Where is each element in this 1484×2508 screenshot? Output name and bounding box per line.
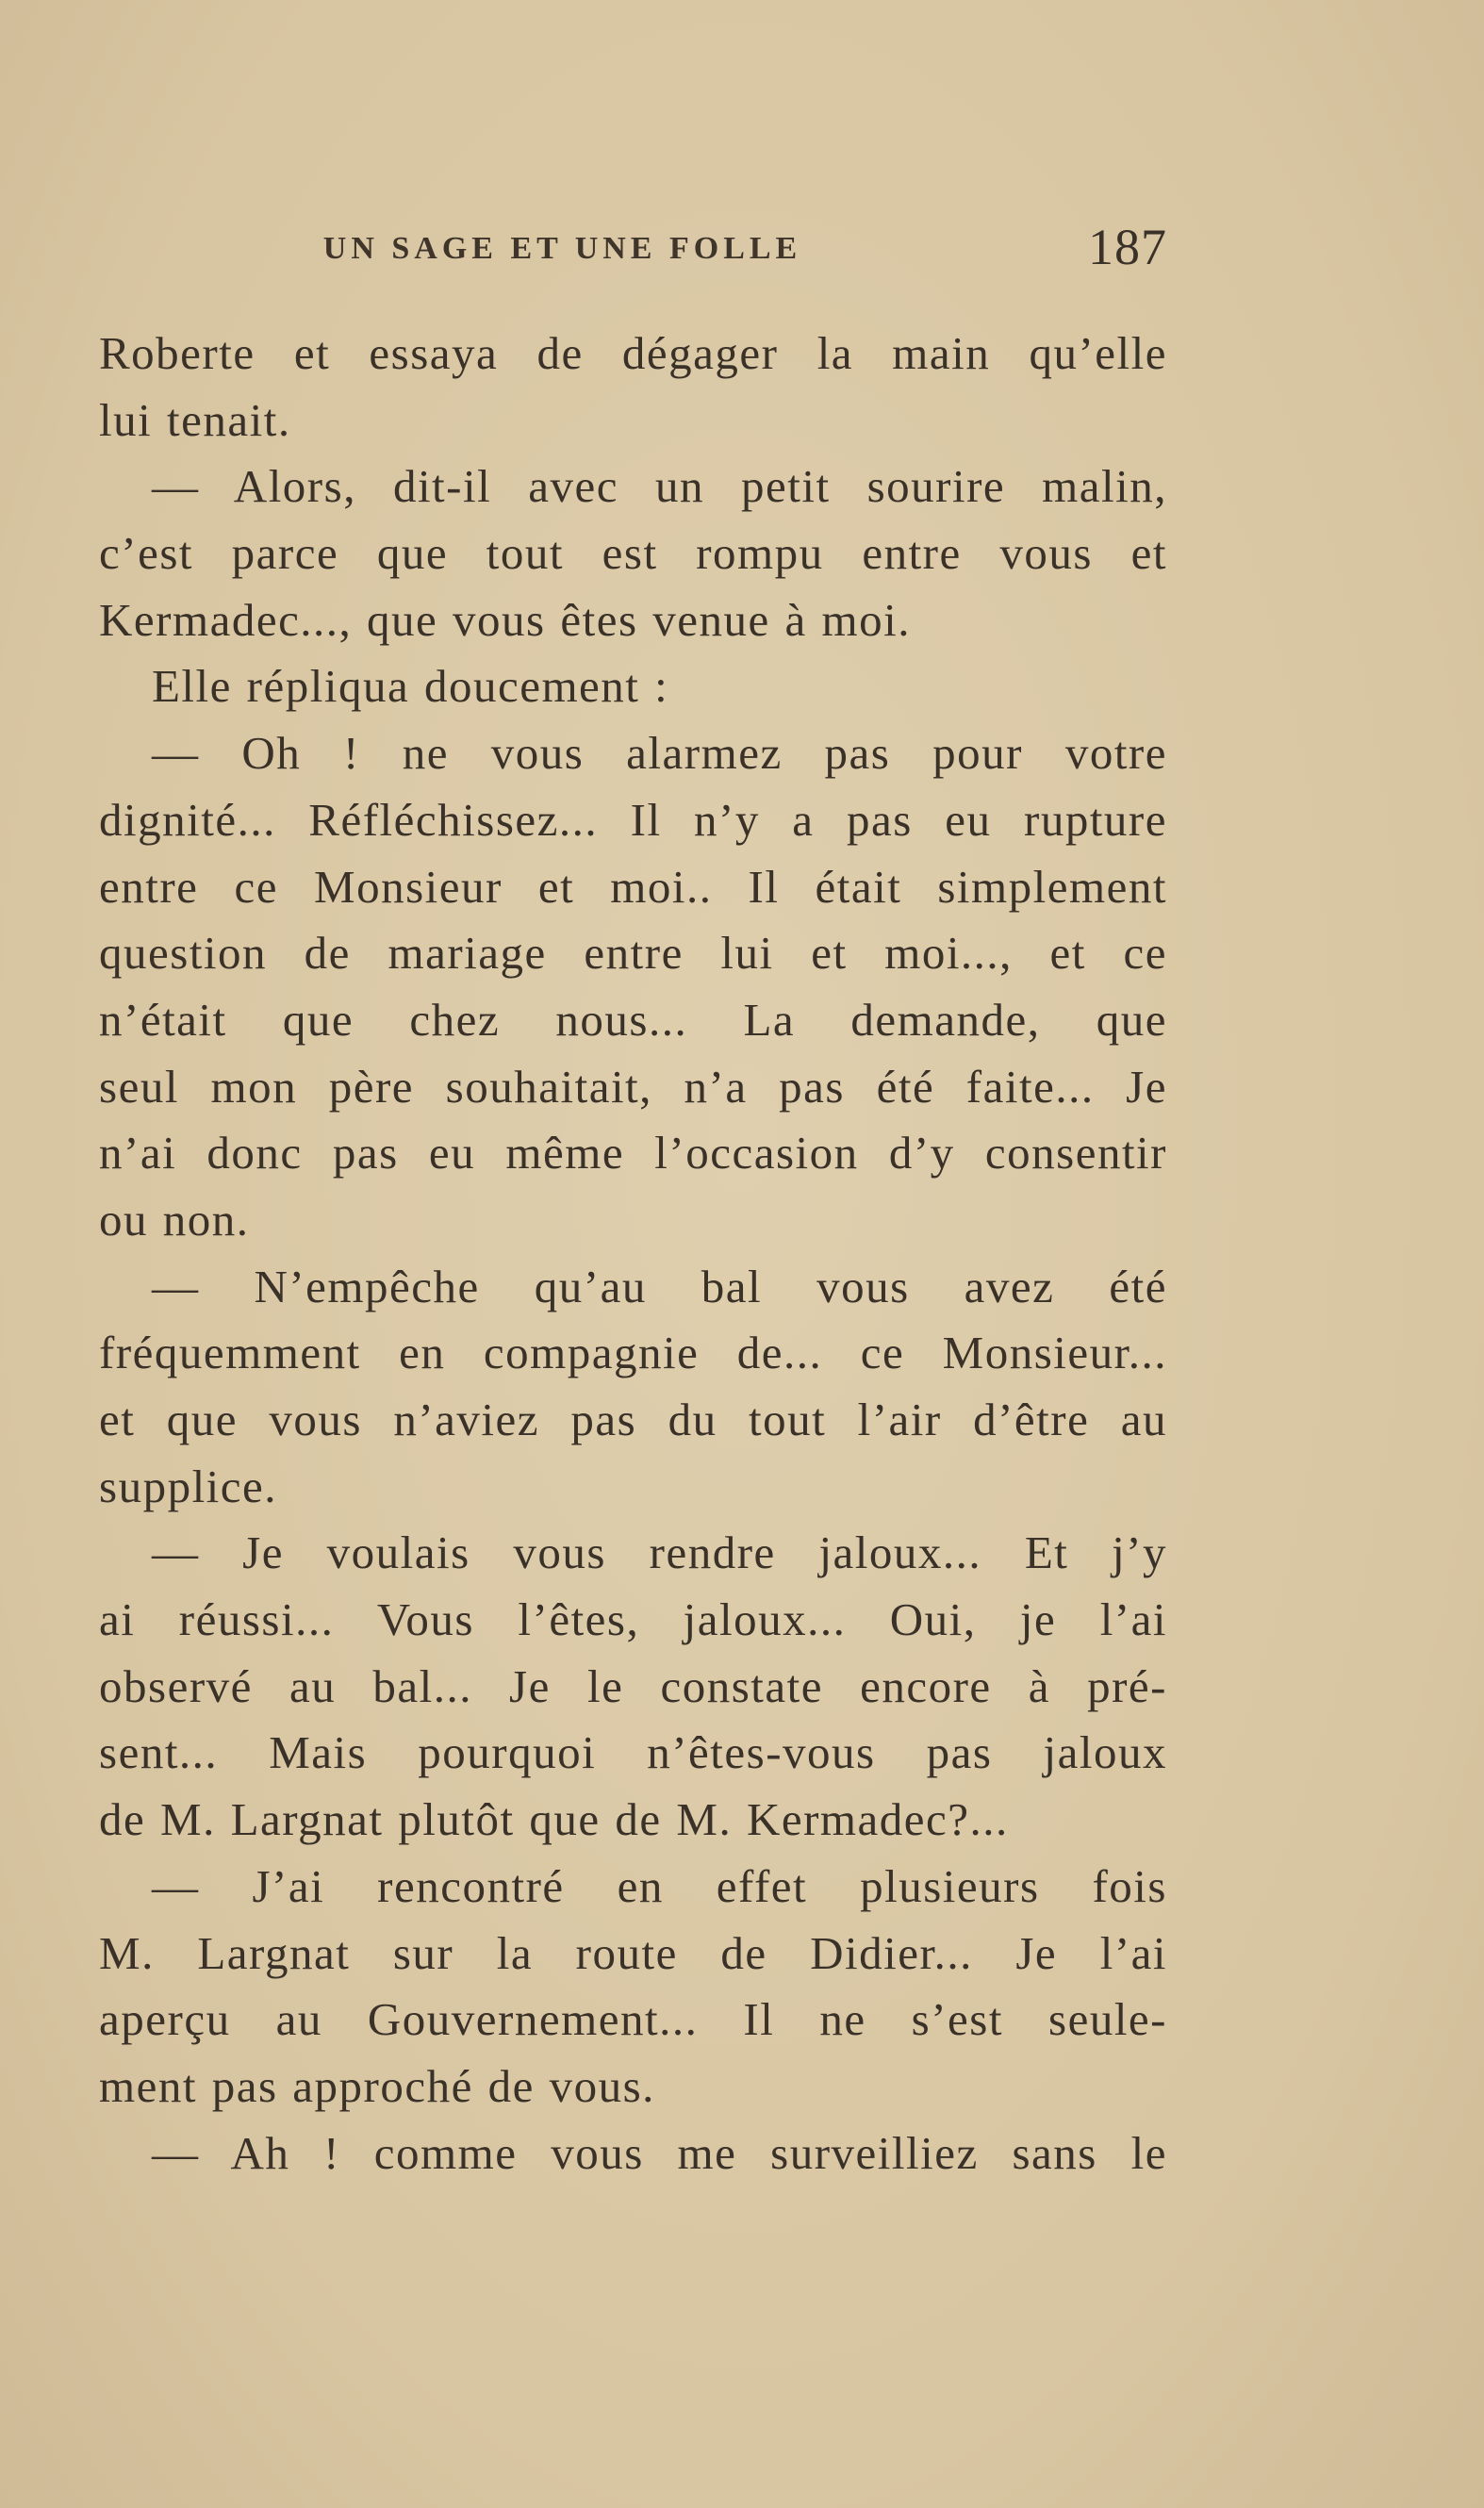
text-line: M. Largnat sur la route de Didier... Je l’ai (99, 1926, 1167, 1979)
text-line: fréquemment en compagnie de... ce Monsieur... (99, 1327, 1167, 1379)
running-head (99, 212, 1167, 278)
paragraph (99, 2120, 1167, 2187)
paragraph (99, 1854, 1167, 2120)
text-line: observé au bal... Je le constate encore à pré- (99, 1659, 1167, 1712)
text-line: question de mariage entre lui et moi..., et ce (99, 927, 1167, 980)
paragraph (99, 720, 1167, 1254)
text-line: — Je voulais vous rendre jaloux... Et j’y (152, 1526, 1167, 1579)
text-line: ai réussi... Vous l’êtes, jaloux... Oui, je l’ai (99, 1593, 1167, 1646)
text-line: — Alors, dit-il avec un petit sourire malin, (152, 460, 1167, 513)
text-line: ou non. (99, 1193, 250, 1246)
text-line: supplice. (99, 1460, 278, 1512)
paragraph (99, 1520, 1167, 1853)
text-line: n’ai donc pas eu même l’occasion d’y consentir (99, 1127, 1167, 1180)
paragraph (99, 653, 1167, 720)
text-line: ment pas approché de vous. (99, 2059, 655, 2112)
text-line: entre ce Monsieur et moi.. Il était simplement (99, 860, 1167, 913)
text-line: dignité... Réfléchissez... Il n’y a pas eu rupture (99, 793, 1167, 846)
page-number: 187 (1088, 219, 1167, 275)
body-text (99, 321, 1167, 2186)
text-line: — Oh ! ne vous alarmez pas pour votre (152, 727, 1167, 780)
text-line: n’était que chez nous... La demande, que (99, 993, 1167, 1046)
text-line: Elle répliqua doucement : (152, 660, 669, 713)
text-line: Kermadec..., que vous êtes venue à moi. (99, 593, 912, 646)
text-line: seul mon père souhaitait, n’a pas été faite... Je (99, 1060, 1167, 1113)
text-line: — Ah ! comme vous me surveilliez sans le (152, 2126, 1167, 2179)
text-line: Roberte et essaya de dégager la main qu’elle (99, 327, 1167, 379)
text-line: et que vous n’aviez pas du tout l’air d’être au (99, 1394, 1167, 1445)
text-line: — N’empêche qu’au bal vous avez été (152, 1260, 1167, 1312)
paragraph (99, 1254, 1167, 1521)
text-line: c’est parce que tout est rompu entre vous et (99, 527, 1167, 580)
paragraph (99, 454, 1167, 653)
text-line: sent... Mais pourquoi n’êtes-vous pas jaloux (99, 1726, 1167, 1779)
text-line: lui tenait. (99, 393, 291, 446)
text-line: de M. Largnat plutôt que de M. Kermadec?... (99, 1793, 1009, 1846)
text-line: — J’ai rencontré en effet plusieurs fois (152, 1859, 1167, 1912)
running-title: UN SAGE ET UNE FOLLE (322, 231, 802, 266)
text-line: aperçu au Gouvernement... Il ne s’est seule- (99, 1993, 1167, 2046)
paragraph (99, 321, 1167, 454)
